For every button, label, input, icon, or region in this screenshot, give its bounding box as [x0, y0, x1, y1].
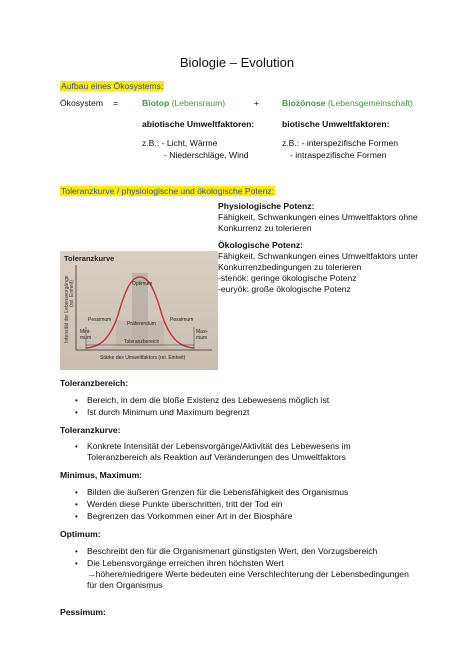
- list-item: Ist durch Minimum und Maximum begrenzt: [87, 407, 250, 417]
- tolerance-curve-figure: [60, 251, 218, 370]
- optimum-heading: Optimum:: [60, 529, 101, 539]
- ecosystem-label: Ökosystem: [60, 98, 103, 108]
- phys-potency-heading: Physiologische Potenz:: [218, 201, 315, 211]
- minimum-label-2: mum: [80, 335, 92, 341]
- biozoenose-term: Biozönose (Lebensgemeinschaft): [282, 98, 413, 108]
- bullet-icon: •: [75, 500, 78, 509]
- minmax-heading: Minimus, Maximum:: [60, 470, 143, 480]
- list-item-continuation: für den Organismus: [87, 580, 163, 590]
- biotic-item-1: z.B.: - interspezifische Formen: [282, 138, 399, 148]
- list-item-continuation: →höhere/niedrigere Werte bedeuten eine Verschlechterung der Lebensbedingungen: [87, 569, 409, 579]
- y-axis-label-1: Intensität der Lebensvorgänge: [64, 275, 70, 343]
- abiotic-item-1: z.B.: - Licht, Wärme: [142, 138, 218, 148]
- plus-sign: +: [254, 98, 260, 108]
- oeko-potency-line-4: -euryök: große ökologische Potenz: [218, 284, 351, 294]
- pessimum-heading: Pessimum:: [60, 607, 106, 617]
- praeferendum-label: Präferendum: [127, 321, 156, 327]
- optimum-label: Optimum: [132, 281, 153, 287]
- pessimum-right-label: Pessimum: [170, 317, 194, 323]
- list-item: Beschreibt den für die Organismenart günstigsten Wert, den Vorzugsbereich: [87, 546, 378, 556]
- list-item: Die Lebensvorgänge erreichen ihren höchsten Wert: [87, 558, 284, 568]
- oeko-potency-line-3: -stenök: geringe ökologische Potenz: [218, 273, 357, 283]
- phys-potency-line-2: Konkurrenz zu tolerieren: [218, 223, 312, 233]
- abiotic-item-2: - Niederschläge, Wind: [164, 150, 249, 160]
- toleranzbereich-label: Toleranzbereich: [124, 339, 160, 345]
- bullet-icon: •: [75, 488, 78, 497]
- biotic-heading: biotische Umweltfaktoren:: [282, 119, 390, 129]
- ecosystem-heading: Aufbau eines Ökosystems:: [61, 81, 164, 91]
- oeko-potency-line-2: Konkurrenzbedingungen zu tolerieren: [218, 262, 362, 272]
- bullet-icon: •: [75, 547, 78, 556]
- list-item: Begrenzen das Vorkommen einer Art in der Biosphäre: [87, 511, 293, 521]
- bullet-icon: •: [75, 408, 78, 417]
- maximum-label-2: mum: [196, 335, 208, 341]
- list-item: Konkrete Intensität der Lebensvorgänge/Aktivität des Lebewesens im: [87, 441, 351, 451]
- y-axis-label-2: (rel. Einheit): [69, 280, 75, 307]
- equals-sign: =: [113, 98, 119, 108]
- bullet-icon: •: [75, 512, 78, 521]
- bullet-icon: •: [75, 442, 78, 451]
- list-item: Bereich, in dem die bloße Existenz des Lebewesens möglich ist: [87, 395, 330, 405]
- tolerance-curve-svg: [60, 251, 218, 370]
- abiotic-heading: abiotische Umweltfaktoren:: [142, 119, 255, 129]
- page-title: Biologie – Evolution: [179, 55, 295, 70]
- arrow-icon: →: [87, 569, 96, 579]
- biotic-item-2: - intraspezifische Formen: [290, 150, 387, 160]
- minimum-label-1: Mini-: [80, 329, 91, 335]
- toleranzbereich-heading: Toleranzbereich:: [60, 378, 129, 388]
- tolerance-heading: Toleranzkurve / physiologische und ökologische Potenz:: [61, 186, 275, 196]
- biotop-term: Biotop (Lebensraum): [142, 98, 226, 108]
- oeko-potency-line-1: Fähigkeit, Schwankungen eines Umweltfaktors unter: [218, 251, 419, 261]
- bullet-icon: •: [75, 559, 78, 568]
- list-item: Werden diese Punkte überschritten, tritt der Tod ein: [87, 499, 283, 509]
- maximum-label-1: Maxi-: [196, 329, 209, 335]
- phys-potency-line-1: Fähigkeit, Schwankungen eines Umweltfaktors ohne: [218, 212, 418, 222]
- list-item: Bilden die äußeren Grenzen für die Lebensfähigkeit des Organismus: [87, 487, 349, 497]
- toleranzkurve-heading: Toleranzkurve:: [60, 425, 121, 435]
- bullet-icon: •: [75, 396, 78, 405]
- list-item-continuation: Toleranzbereich als Reaktion auf Veränderungen des Umweltfaktors: [87, 452, 346, 462]
- figure-title: Toleranzkurve: [64, 254, 115, 263]
- pessimum-left-label: Pessimum: [88, 317, 112, 323]
- x-axis-label: Stärke des Umweltfaktors (rel. Einheit): [100, 355, 186, 361]
- oeko-potency-heading: Ökologische Potenz:: [218, 240, 303, 250]
